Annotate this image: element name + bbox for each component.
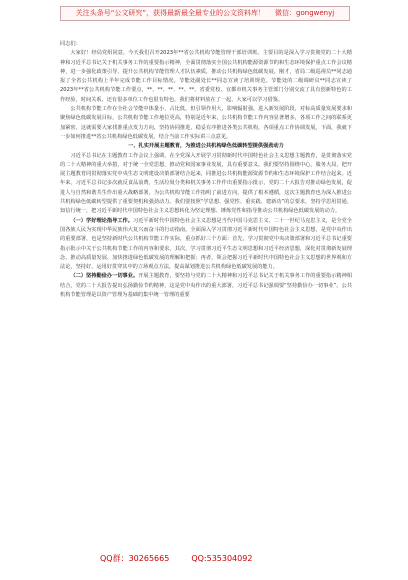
greeting: 同志们：	[60, 41, 81, 47]
subsection-heading-2: （二）坚持勤俭办一切事业。	[70, 273, 139, 280]
top-banner	[60, 6, 350, 21]
banner-promo-text: 关注头条号“公文研究”，获得最新最全最专业的公文资料库！	[75, 9, 266, 17]
section-heading-1: 一、扎实开展主题教育，为推进公共机构绿色低碳转型提供强劲动力	[128, 143, 284, 150]
footer-qq-group: QQ群：30265665	[100, 554, 170, 563]
paragraph-intro: 大家好！经局党组同意，今天我们召开2023年**省公共机构节能管理干部培训班。主要目的是深入学习贯彻党的二十大精神和习近平总书记关于机关事务工作的重要指示精神，全面贯彻落实全国公共机构能源资源节约和生态环境保护重点工作会议精神，进一步强化政策引导，提升公共机构节能管理人才队伍素质，推动公共机构绿色低碳发展。刚才，省局二级巡视员**同志通报了全省公共机构上半年完成节能工作目标情况。节能处副处长**同志宣读了培训规范。节能处的二级调研员**同志宣读了2023年**省公共机构节能工作要点，**、**、**、**、**、省委党校、宜都市机关事务主管部门分别交流了具有创新特色的工作经验，时间关系，还有很多单位工作也很有特色，我们将材料放在了一起，大家可以学习借鉴。	[60, 50, 352, 103]
subsection-2	[60, 272, 352, 300]
subsection-text-1: 习近平新时代中国特色社会主义思想是当代中国马克思主义、二十一世纪马克思主义，是全党全国各族人民为实现中华民族伟大复兴而奋斗的行动指南。全面深入学习贯彻习近平新时代中国特色社会主义思想，是党中央作出的重要部署，也是坚持新时代公共机构节能工作实际，重点抓好三个方面：首先，学习贯彻党中央决策部署和习近平总书记重要指示批示中关于公共机构节能工作的内容和要求。其次，学习贯彻习近平生态文明思想和习近平经济思想，深化对贯彻新发展理念，推动高质量发展、加快推进绿色低碳发展的理解和把握；再者，领会把握习近平新时代中国特色社会主义思想的世界观和方法论，坚持好、运用好贯穿其中的立场观点方法，提高谋划推进公共机构绿色低碳发展的能力。	[60, 217, 352, 271]
paragraph-context: 公共机构节能工作在全社会节能中体量小、占比低，但引领作用大，影响辐射强。进入新发展阶段，对标高质量发展要求和聚焦绿色低碳发展目标，公共机构节能工作地位更高，特别是近年来，公共机构节能工作内容显著增多，各项工作之间的联系更加紧密，这就需要大家找准重点发力方向，坚持协同推进，稳妥有序推进各类公共机构，各项重点工作协调发展。下面，我就下一步如何推进**省公共机构绿色低碳发展，结合当前工作实际讲三点意见。	[60, 106, 352, 140]
subsection-1	[60, 217, 352, 273]
banner-wechat-text: 微信：gongwenyj	[275, 9, 335, 17]
paragraph-theme-education: 习近平总书记在主题教育工作会议上强调，在全党深入开展学习贯彻新时代中国特色社会主义思想主题教育，是贯彻落实党的二十大精神的重大举措，对于统一全党思想，推动党和国家事业发展，具有重要意义。我们要坚持围绕中心，服务大局，把开展主题教育同贯彻落实党中央生态文明建设决策部署结合起来，同推进公共机构能源资源节约和生态环境保护工作结合起来。近年来，习近平总书记多次就反食品浪费，生活垃圾分类和机关事务工作作出重要指示批示，党的二十大报告对推动绿色发展，促进人与自然和谐共生作出重大战略部署，为公共机构节能工作指明了前进方向，提供了根本遵循，这次主题教育也为深入推进公共机构绿色低碳转型提供了重要契机和强劲动力。我们要按照“学思想、强党性、重实践、建新功”的总要求，坚持学思用贯通、知信行统一，把习近平新时代中国特色社会主义思想转化为坚定理想、锤炼党性和指导推动公共机构绿色低碳发展的动力。	[60, 152, 352, 215]
footer	[100, 553, 310, 565]
document-body	[60, 40, 352, 552]
footer-qq: QQ:535304092	[191, 554, 253, 563]
subsection-text-2: 开展主题教育，要坚持与党的二十大精神和习近平总书记关于机关事务工作的重要指示精神相结合，党的二十大报告提出弘扬勤俭节约精神，这是党中央作出的重大部署，习近平总书记强调要“坚持勤俭办一切事业”。公共机构节能管理是以资产管理为基础的集中统一管理的重要	[60, 273, 352, 299]
subsection-heading-1: （一）学好理论指导工作。	[70, 217, 133, 224]
